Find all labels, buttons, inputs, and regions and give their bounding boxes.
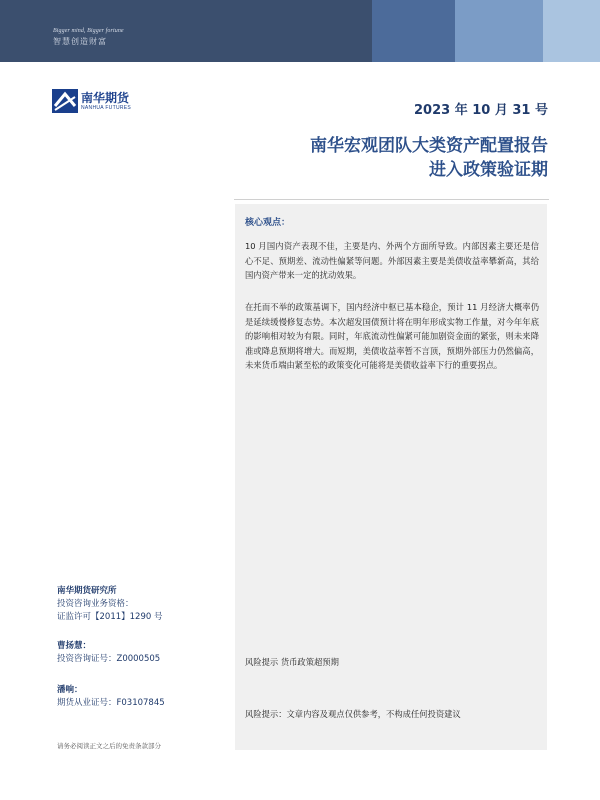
- logo-name-en: NANHUA FUTURES: [81, 104, 132, 111]
- company-logo: [52, 89, 131, 113]
- report-title-line2: 进入政策验证期: [429, 160, 548, 180]
- core-view-paragraph: 10 月国内资产表现不佳，主要是内、外两个方面所导致。内部因素主要还是信心不足、预期差、流动性偏紧等问题。外部因素主要是美债收益率攀新高，其给国内资产带来一定的扰动效果。: [245, 241, 539, 281]
- core-view-paragraph: 在托而不举的政策基调下，国内经济中枢已基本稳企，预计 11 月经济大概率仍是延续缓慢修复态势。本次超发国债预计将在明年形成实物工作量，对今年年底的影响相对较为有限。同时，年底流动性偏紧可能加剧资金面的紧张，则未来降准或降息预期将增大。而短期，美债收益率暂不言顶，预期外部压力仍然偏高，未来货币端由紧至松的政策变化可能将是美债收益率下行的重要拐点。: [245, 302, 539, 371]
- qualification-label: 投资咨询业务资格：: [57, 599, 134, 609]
- core-view-heading: 核心观点：: [245, 218, 291, 228]
- author-info: [57, 640, 160, 666]
- banner-segment: [543, 0, 600, 62]
- institute-name: 南华期货研究所: [57, 586, 117, 596]
- banner-segment: [455, 0, 543, 62]
- banner-slogan-en: Bigger mind, Bigger fortune: [53, 28, 124, 34]
- banner-slogan-cn: 智慧创造财富: [53, 37, 107, 46]
- license-number: 证监许可【2011】1290 号: [57, 612, 163, 622]
- institute-info: [57, 585, 162, 624]
- divider: [234, 199, 549, 200]
- author-cert: 投资咨询证号：Z0000505: [57, 654, 161, 664]
- author-name: 曹扬慧：: [57, 641, 92, 651]
- nanhua-logo-icon: [52, 89, 78, 113]
- report-title-line1: 南华宏观团队大类资产配置报告: [310, 136, 548, 156]
- author-info: [57, 684, 165, 710]
- footer-disclaimer: 请务必阅读正文之后的免责条款部分: [57, 742, 161, 750]
- report-title: [310, 134, 548, 182]
- author-cert: 期货从业证号：F03107845: [57, 698, 165, 708]
- author-name: 潘响：: [57, 685, 83, 695]
- logo-name-cn: 南华期货: [81, 90, 130, 105]
- risk-disclaimer: 风险提示：文章内容及观点仅供参考，不构成任何投资建议: [245, 709, 461, 719]
- report-date: 2023 年 10 月 31 号: [414, 103, 548, 118]
- risk-warning: 风险提示 货币政策超预期: [245, 657, 339, 667]
- core-view-panel: [235, 204, 547, 750]
- banner-segment: [372, 0, 455, 62]
- banner-slogan: [53, 28, 124, 47]
